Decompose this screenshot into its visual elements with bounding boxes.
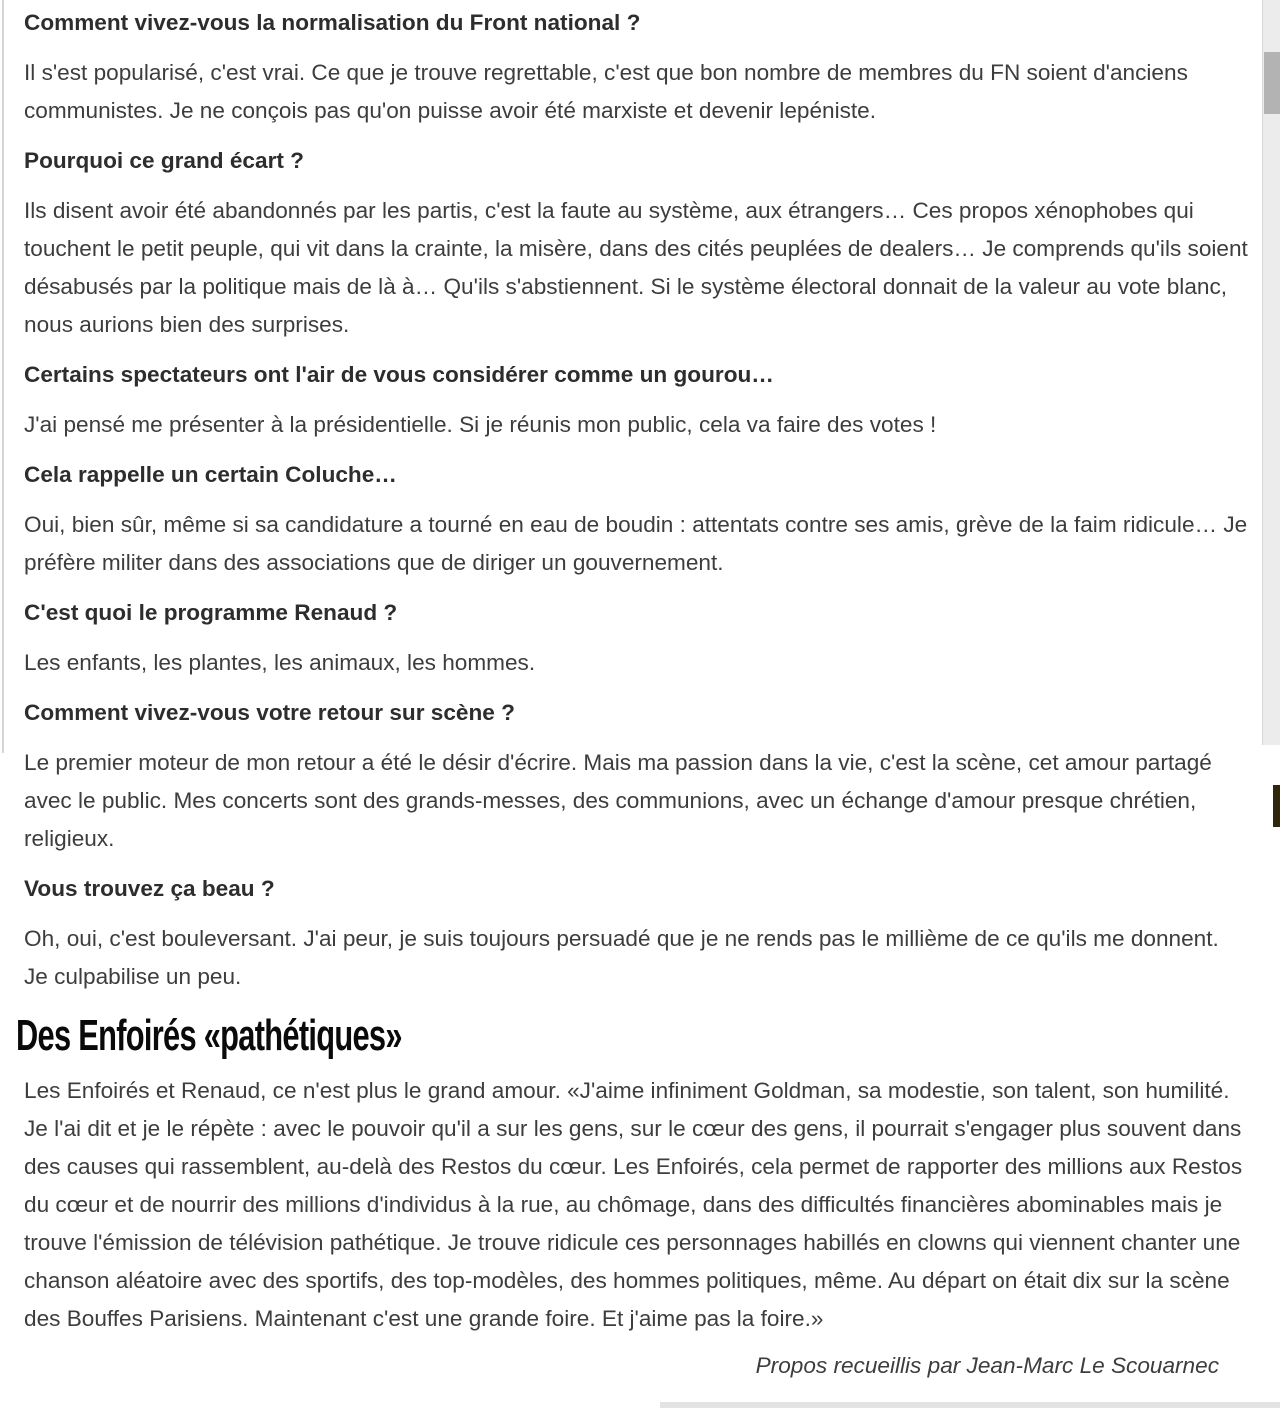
interview-answer: Oui, bien sûr, même si sa candidature a tourné en eau de boudin : attentats contre ses amis, grève de la faim ridicule… Je préfère militer dans des associations que de diriger un gouvernement. [24,512,1248,575]
closing-paragraph: Les Enfoirés et Renaud, ce n'est plus le grand amour. «J'aime infiniment Goldman, sa modestie, son talent, son humilité. Je l'ai dit et je le répète : avec le pouvoir qu'il a sur les gens, sur le cœur des gens, il pourrait s'engager plus souvent dans des causes qui rassemblent, au-delà des Restos du cœur. Les Enfoirés, cela permet de rapporter des millions aux Restos du cœur et de nourrir des millions d'individus à la rue, au chômage, dans des difficultés financières abominables mais je trouve l'émission de télévision pathétique. Je trouve ridicule ces personnages habillés en clowns qui viennent chanter une chanson aléatoire avec des sportifs, des top-modèles, des hommes politiques, même. Au départ on était dix sur la scène des Bouffes Parisiens. Maintenant c'est une grande foire. Et j'aime pas la foire.» [24,1078,1243,1331]
interview-question: Cela rappelle un certain Coluche… [24,462,397,487]
interview-answer: Les enfants, les plantes, les animaux, les hommes. [24,650,536,675]
interview-question: C'est quoi le programme Renaud ? [24,600,398,625]
byline: Propos recueillis par Jean-Marc Le Scouarnec [755,1353,1219,1378]
interview-answer: Ils disent avoir été abandonnés par les partis, c'est la faute au système, aux étrangers… Ces propos xénophobes qui touchent le petit peuple, qui vit dans la crainte, la misère, dans des cités peuplées de dealers… Je comprends qu'ils soient désabusés par la politique mais de là à… Qu'ils s'abstiennent. Si le système électoral donnait de la valeur au vote blanc, nous aurions bien des surprises. [24,198,1248,337]
interview-question: Pourquoi ce grand écart ? [24,148,304,173]
interview-article [2,0,1264,1382]
bottom-edge-strip [660,1402,1280,1408]
scrollbar-thumb[interactable] [1264,52,1280,114]
interview-question: Comment vivez-vous votre retour sur scène ? [24,700,515,725]
interview-answer: Le premier moteur de mon retour a été le désir d'écrire. Mais ma passion dans la vie, c'est la scène, cet amour partagé avec le public. Mes concerts sont des grands-messes, des communions, avec un échange d'amour presque chrétien, religieux. [24,750,1212,851]
section-heading: Des Enfoirés «pathétiques» [16,1011,402,1060]
interview-answer: Oh, oui, c'est bouleversant. J'ai peur, je suis toujours persuadé que je ne rends pas le millième de ce qu'ils me donnent. Je culpabilise un peu. [24,926,1219,989]
edge-element-fragment [1273,785,1280,827]
interview-question: Vous trouvez ça beau ? [24,876,275,901]
scrollbar-track[interactable] [1262,0,1280,745]
interview-question: Comment vivez-vous la normalisation du Front national ? [24,10,641,35]
qa-section [24,4,1248,996]
interview-answer: Il s'est popularisé, c'est vrai. Ce que je trouve regrettable, c'est que bon nombre de membres du FN soient d'anciens communistes. Je ne conçois pas qu'on puisse avoir été marxiste et devenir lepéniste. [24,60,1188,123]
interview-question: Certains spectateurs ont l'air de vous considérer comme un gourou… [24,362,774,387]
interview-answer: J'ai pensé me présenter à la présidentielle. Si je réunis mon public, cela va faire des votes ! [24,412,937,437]
